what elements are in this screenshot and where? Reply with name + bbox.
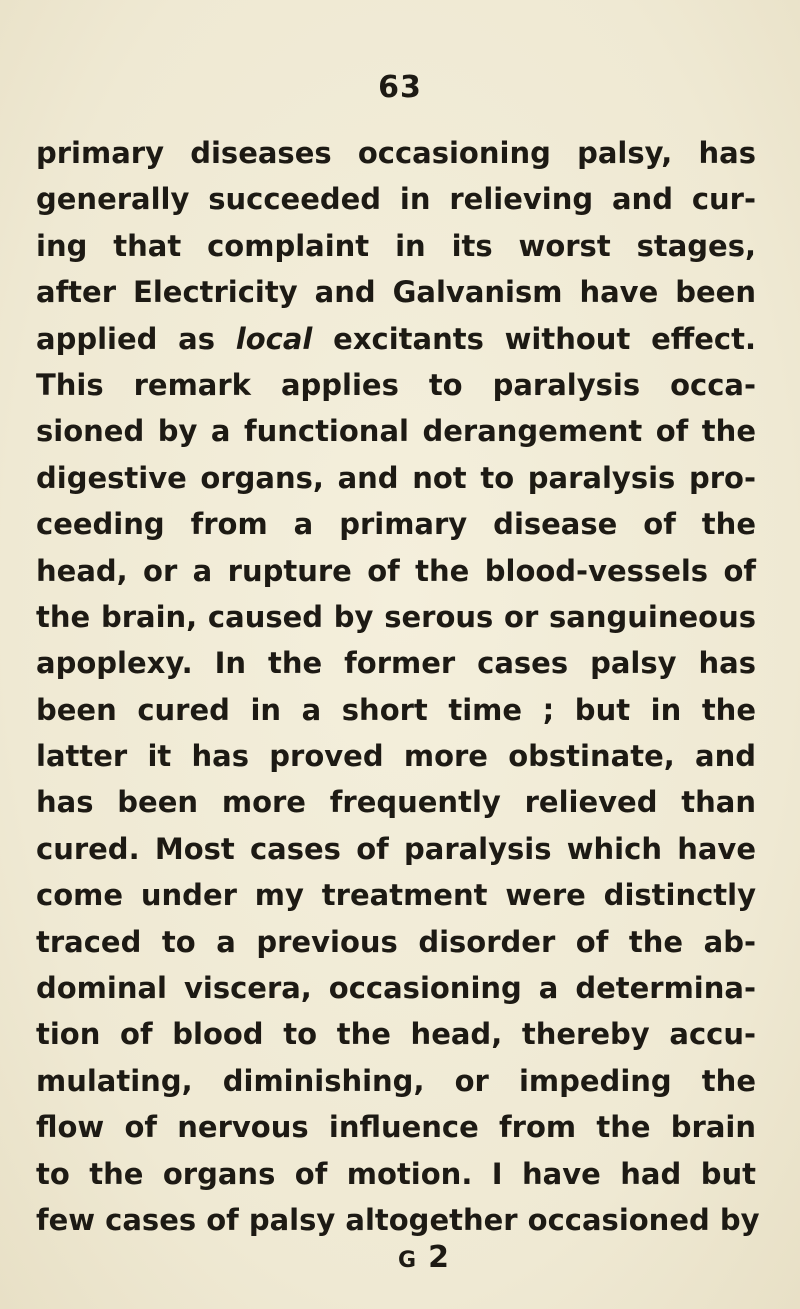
body-text [36,130,760,1243]
signature-letter: G [398,1248,417,1273]
text-line: generally succeeded in relieving and cur- [36,182,756,217]
text-line: digestive organs, and not to paralysis pro- [36,460,756,495]
text-line: head, or a rupture of the blood-vessels of [36,553,756,588]
text-line: sioned by a functional derangement of the [36,414,756,449]
text-line: cured. Most cases of paralysis which have [36,831,756,866]
text-line: to the organs of motion. I have had but [36,1156,756,1191]
text-line: This remark applies to paralysis occa- [36,367,756,402]
text-line: ceeding from a primary disease of the [36,507,756,542]
text-line: latter it has proved more obstinate, and [36,739,756,774]
text-line: mulating, diminishing, or impeding the [36,1063,756,1098]
text-fragment: applied as [36,321,216,356]
text-line: after Electricity and Galvanism have been [36,275,756,310]
text-line: flow of nervous influence from the brain [36,1110,756,1145]
text-line: few cases of palsy altogether occasioned by [36,1202,760,1237]
text-line: dominal viscera, occasioning a determina- [36,971,756,1006]
text-line: ing that complaint in its worst stages, [36,228,756,263]
text-line: been cured in a short time ; but in the [36,692,756,727]
text-line: primary diseases occasioning palsy, has [36,136,756,170]
page-number: 63 [378,70,422,105]
text-line: traced to a previous disorder of the ab- [36,924,756,959]
text-line: tion of blood to the head, thereby accu- [36,1017,756,1052]
text-line-with-emphasis [36,316,756,362]
text-line: apoplexy. In the former cases palsy has [36,646,756,681]
text-line: the brain, caused by serous or sanguineous [36,599,756,634]
text-fragment: excitants without effect. [333,321,756,356]
text-line: come under my treatment were distinctly [36,878,756,913]
signature-number: 2 [428,1240,449,1275]
emphasized-word: local [235,321,313,356]
text-line: has been more frequently relieved than [36,785,756,820]
signature-mark [398,1240,449,1275]
